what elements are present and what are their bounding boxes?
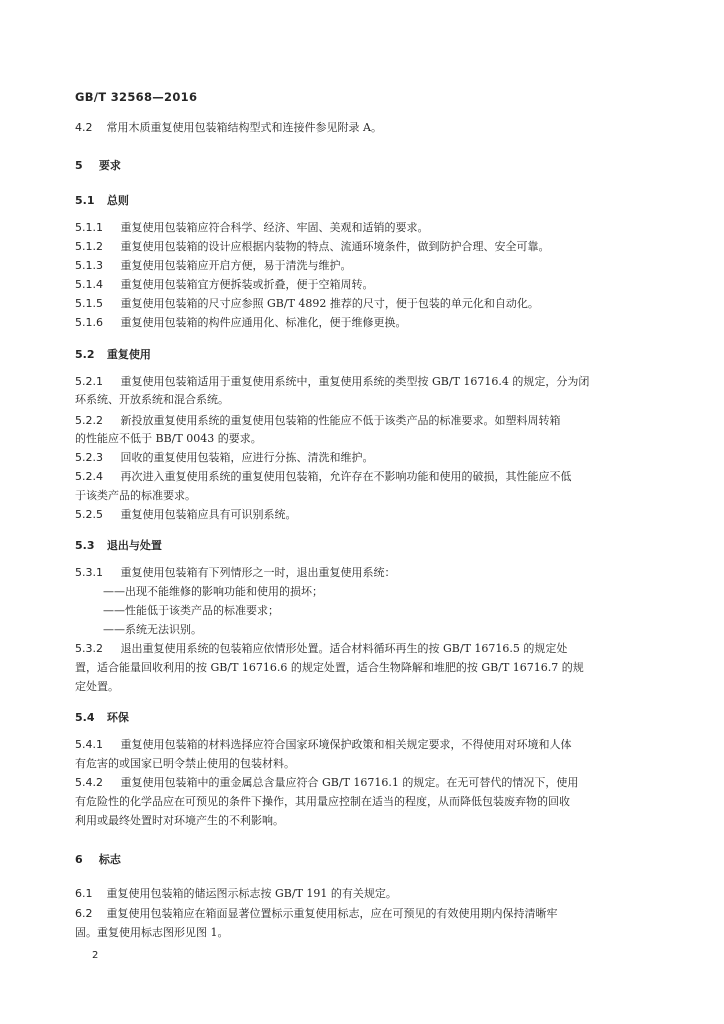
clause-text: 重复使用包装箱的构件应通用化、标准化，便于维修更换。 (120, 316, 407, 329)
clause-number: 5.4.1 (75, 738, 103, 751)
clause-text: 重复使用包装箱中的重金属总含量应符合 GB/T 16716.1 的规定。在无可替代的情况下，使用 (120, 776, 579, 789)
clause-6-1 (75, 887, 650, 901)
clause-text: 重复使用包装箱的材料选择应符合国家环境保护政策和相关规定要求，不得使用对环境和人体 (120, 738, 572, 751)
clause-text: 回收的重复使用包装箱，应进行分拣、清洗和维护。 (120, 451, 374, 464)
section-title: 标志 (98, 853, 121, 866)
clause-5-3-2 (75, 642, 650, 656)
clause-6-2-cont: 固。重复使用标志图形见图 1。 (75, 926, 229, 939)
clause-text: 新投放重复使用系统的重复使用包装箱的性能应不低于该类产品的标准要求。如塑料周转箱 (120, 414, 561, 427)
section-6-heading (75, 853, 650, 867)
section-title: 退出与处置 (106, 539, 162, 552)
list-item: ——系统无法识别。 (103, 623, 202, 636)
clause-number: 5.3.1 (75, 566, 103, 579)
clause-5-1-3 (75, 259, 650, 273)
clause-number: 5.1.5 (75, 297, 103, 310)
section-title: 总则 (106, 194, 129, 207)
clause-text: 重复使用包装箱应开启方便，易于清洗与维护。 (120, 259, 352, 272)
clause-5-2-2-cont: 的性能应不低于 BB/T 0043 的要求。 (75, 432, 262, 445)
section-title: 重复使用 (106, 348, 151, 361)
clause-5-2-4 (75, 470, 650, 484)
clause-5-1-4 (75, 278, 650, 292)
clause-text: 重复使用包装箱的设计应根据内装物的特点、流通环境条件，做到防护合理、安全可靠。 (120, 240, 550, 253)
clause-text: 退出重复使用系统的包装箱应依情形处置。适合材料循环再生的按 GB/T 16716.5 的规定处 (120, 642, 568, 655)
clause-number: 5.2.1 (75, 375, 103, 388)
clause-number: 5.1.1 (75, 221, 103, 234)
list-item: ——性能低于该类产品的标准要求； (103, 604, 279, 617)
clause-5-4-2-cont: 有危险性的化学品应在可预见的条件下操作，其用量应控制在适当的程度，从而降低包装废弃物的回收 (75, 795, 570, 808)
clause-text: 重复使用包装箱有下列情形之一时，退出重复使用系统： (120, 566, 396, 579)
subsection-5-4-heading (75, 711, 650, 725)
clause-number: 5.3.2 (75, 642, 103, 655)
clause-5-2-1 (75, 375, 650, 389)
clause-text: 重复使用包装箱的尺寸应参照 GB/T 4892 推荐的尺寸，便于包装的单元化和自动化。 (120, 297, 539, 310)
page-number: 2 (92, 950, 99, 961)
clause-5-4-1-cont: 有危害的或国家已明令禁止使用的包装材料。 (75, 757, 295, 770)
clause-text: 常用木质重复使用包装箱结构型式和连接件参见附录 A。 (106, 121, 382, 134)
clause-text: 重复使用包装箱应符合科学、经济、牢固、美观和适销的要求。 (120, 221, 429, 234)
clause-5-2-3 (75, 451, 650, 465)
section-title: 要求 (98, 159, 121, 172)
clause-text: 重复使用包装箱宜方便拆装或折叠，便于空箱周转。 (120, 278, 374, 291)
clause-5-2-4-cont: 于该类产品的标准要求。 (75, 489, 196, 502)
clause-number: 5.2.3 (75, 451, 103, 464)
clause-text: 重复使用包装箱适用于重复使用系统中，重复使用系统的类型按 GB/T 16716.4 的规定，分为闭 (120, 375, 590, 388)
section-number: 5 (75, 159, 83, 172)
clause-number: 5.1.4 (75, 278, 103, 291)
clause-number: 5.2.2 (75, 414, 103, 427)
clause-number: 6.1 (75, 887, 93, 900)
clause-5-4-1 (75, 738, 650, 752)
clause-text: 重复使用包装箱应在箱面显著位置标示重复使用标志，应在可预见的有效使用期内保持清晰牢 (106, 907, 558, 920)
standard-code: GB/T 32568—2016 (75, 90, 198, 104)
clause-number: 5.4.2 (75, 776, 103, 789)
section-number: 5.1 (75, 194, 95, 207)
clause-4-2 (75, 121, 650, 135)
clause-5-1-2 (75, 240, 650, 254)
subsection-5-3-heading (75, 539, 650, 553)
clause-text: 重复使用包装箱的储运图示标志按 GB/T 191 的有关规定。 (106, 887, 397, 900)
clause-5-2-1-cont: 环系统、开放系统和混合系统。 (75, 393, 229, 406)
subsection-5-1-heading (75, 194, 650, 208)
clause-text: 重复使用包装箱应具有可识别系统。 (120, 508, 297, 521)
clause-6-2 (75, 907, 650, 921)
clause-number: 6.2 (75, 907, 93, 920)
subsection-5-2-heading (75, 348, 650, 362)
clause-5-2-5 (75, 508, 650, 522)
clause-5-1-1 (75, 221, 650, 235)
section-title: 环保 (106, 711, 129, 724)
clause-5-3-2-cont2: 定处置。 (75, 680, 119, 693)
clause-5-3-2-cont: 置，适合能量回收利用的按 GB/T 16716.6 的规定处置，适合生物降解和堆肥的按 GB/T 16716.7 的规 (75, 661, 584, 674)
section-5-heading (75, 159, 650, 173)
clause-5-1-5 (75, 297, 650, 311)
clause-5-3-1 (75, 566, 650, 580)
clause-5-4-2-cont2: 利用或最终处置时对环境产生的不利影响。 (75, 814, 284, 827)
clause-5-1-6 (75, 316, 650, 330)
clause-number: 5.1.2 (75, 240, 103, 253)
section-number: 5.2 (75, 348, 95, 361)
section-number: 5.4 (75, 711, 95, 724)
clause-number: 5.2.4 (75, 470, 103, 483)
list-item: ——出现不能维修的影响功能和使用的损坏； (103, 585, 323, 598)
section-number: 5.3 (75, 539, 95, 552)
clause-number: 5.1.6 (75, 316, 103, 329)
clause-number: 5.1.3 (75, 259, 103, 272)
clause-5-2-2 (75, 414, 650, 428)
clause-text: 再次进入重复使用系统的重复使用包装箱，允许存在不影响功能和使用的破损，其性能应不低 (120, 470, 572, 483)
clause-5-4-2 (75, 776, 650, 790)
clause-number: 4.2 (75, 121, 93, 134)
section-number: 6 (75, 853, 83, 866)
clause-number: 5.2.5 (75, 508, 103, 521)
